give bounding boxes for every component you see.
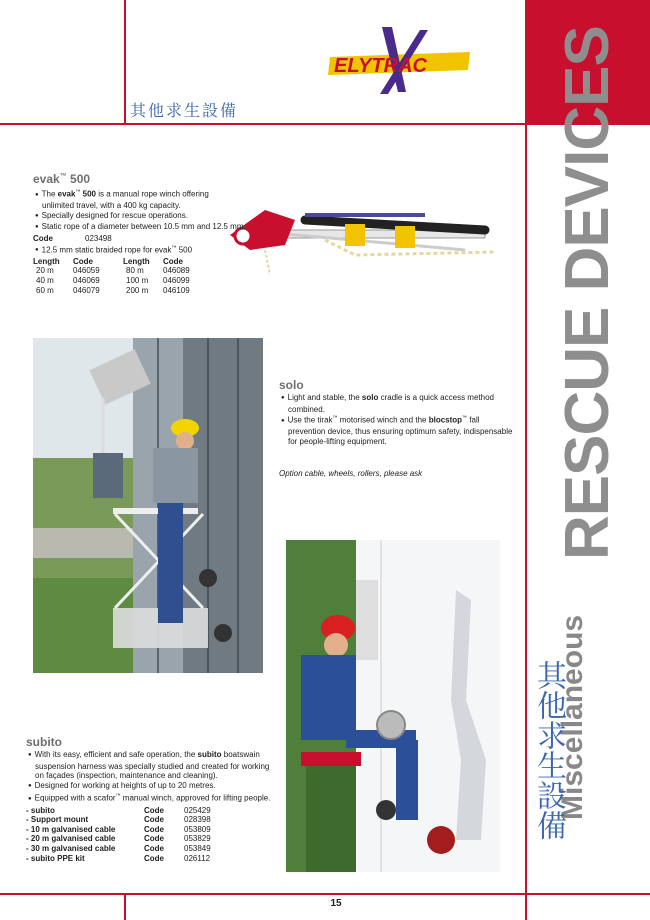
evak-bullet-1: ● The evak™ 500 is a manual rope winch offering unlimited travel, with a 400 kg capacity. (33, 188, 243, 211)
evak-title-model: 500 (66, 172, 91, 186)
bottom-rule (0, 893, 650, 895)
logo-text: ELYTRAC (334, 55, 427, 77)
evak-bullet-2: ● Specially designed for rescue operations. (33, 211, 243, 223)
brand-logo (320, 22, 480, 97)
table-row: - 30 m galvanised cable Code 053849 (26, 844, 211, 853)
table-row: - subito Code 025429 (26, 805, 211, 815)
subito-bullet-2: ● Designed for working at heights of up to 20 metres. (26, 781, 276, 793)
evak-rope-table (33, 257, 203, 295)
right-rule (525, 0, 527, 920)
solo-title: solo (279, 378, 304, 392)
evak-bullet-4: ● 12.5 mm static braided rope for evak™ 500 (33, 244, 243, 257)
table-header-row: Length Code Length Code (33, 256, 183, 266)
evak-code-line: Code 023498 (33, 234, 112, 244)
table-row: - Support mount Code 028398 (26, 815, 211, 825)
subito-code-table (26, 806, 211, 864)
table-row: 40 m 046069 100 m 046099 (36, 276, 190, 286)
table-row: 60 m 046079 200 m 046109 (36, 285, 190, 295)
table-row: - subito PPE kit Code 026112 (26, 853, 211, 863)
page-number: 15 (330, 898, 342, 909)
chinese-header: 其他求生設備 (130, 101, 239, 120)
left-rule-top (124, 0, 126, 124)
subito-bullet-3: ● Equipped with a scafor™ manual winch, approved for lifting people. (26, 792, 276, 805)
subito-section (26, 735, 276, 863)
subito-title: subito (26, 735, 62, 749)
solo-bullet-1: ● Light and stable, the solo cradle is a quick access method combined. (279, 393, 514, 414)
side-title-latin-big: RESCUE DEVICES (553, 26, 622, 560)
evak-product-image (225, 190, 495, 275)
solo-cradle-photo (33, 338, 263, 673)
solo-option-note: Option cable, wheels, rollers, please ask (279, 468, 423, 478)
evak-title (33, 172, 243, 186)
left-rule-bottom (124, 893, 126, 920)
table-row: 20 m 046059 80 m 046089 (36, 266, 190, 276)
side-title-chinese: 其他求生設備 (531, 660, 566, 840)
evak-title-tm: ™ (59, 173, 67, 180)
evak-section (33, 172, 246, 295)
subito-bullet-1: ● With its easy, efficient and safe operation, the subito boatswain suspension harness was specially studied and created for working on façades (inspection, maintenance and cleaning). (26, 750, 276, 781)
subito-harness-photo (286, 540, 500, 872)
table-row: - 10 m galvanised cable Code 053809 (26, 824, 211, 834)
solo-section (279, 378, 514, 478)
side-title-big-wrap (553, 0, 622, 560)
side-title-latin-small: Miscellaneous (556, 614, 589, 820)
solo-bullet-2: ● Use the tirak™ motorised winch and the blocstop™ fall prevention device, thus ensuring optimum safety, indispensable for people-lifting equipment. (279, 414, 514, 446)
table-row: - 20 m galvanised cable Code 053829 (26, 834, 211, 844)
evak-title-name: evak (33, 172, 60, 186)
evak-bullet-3: ● Static rope of a diameter between 10.5 mm and 12.5 mm. (33, 222, 243, 234)
